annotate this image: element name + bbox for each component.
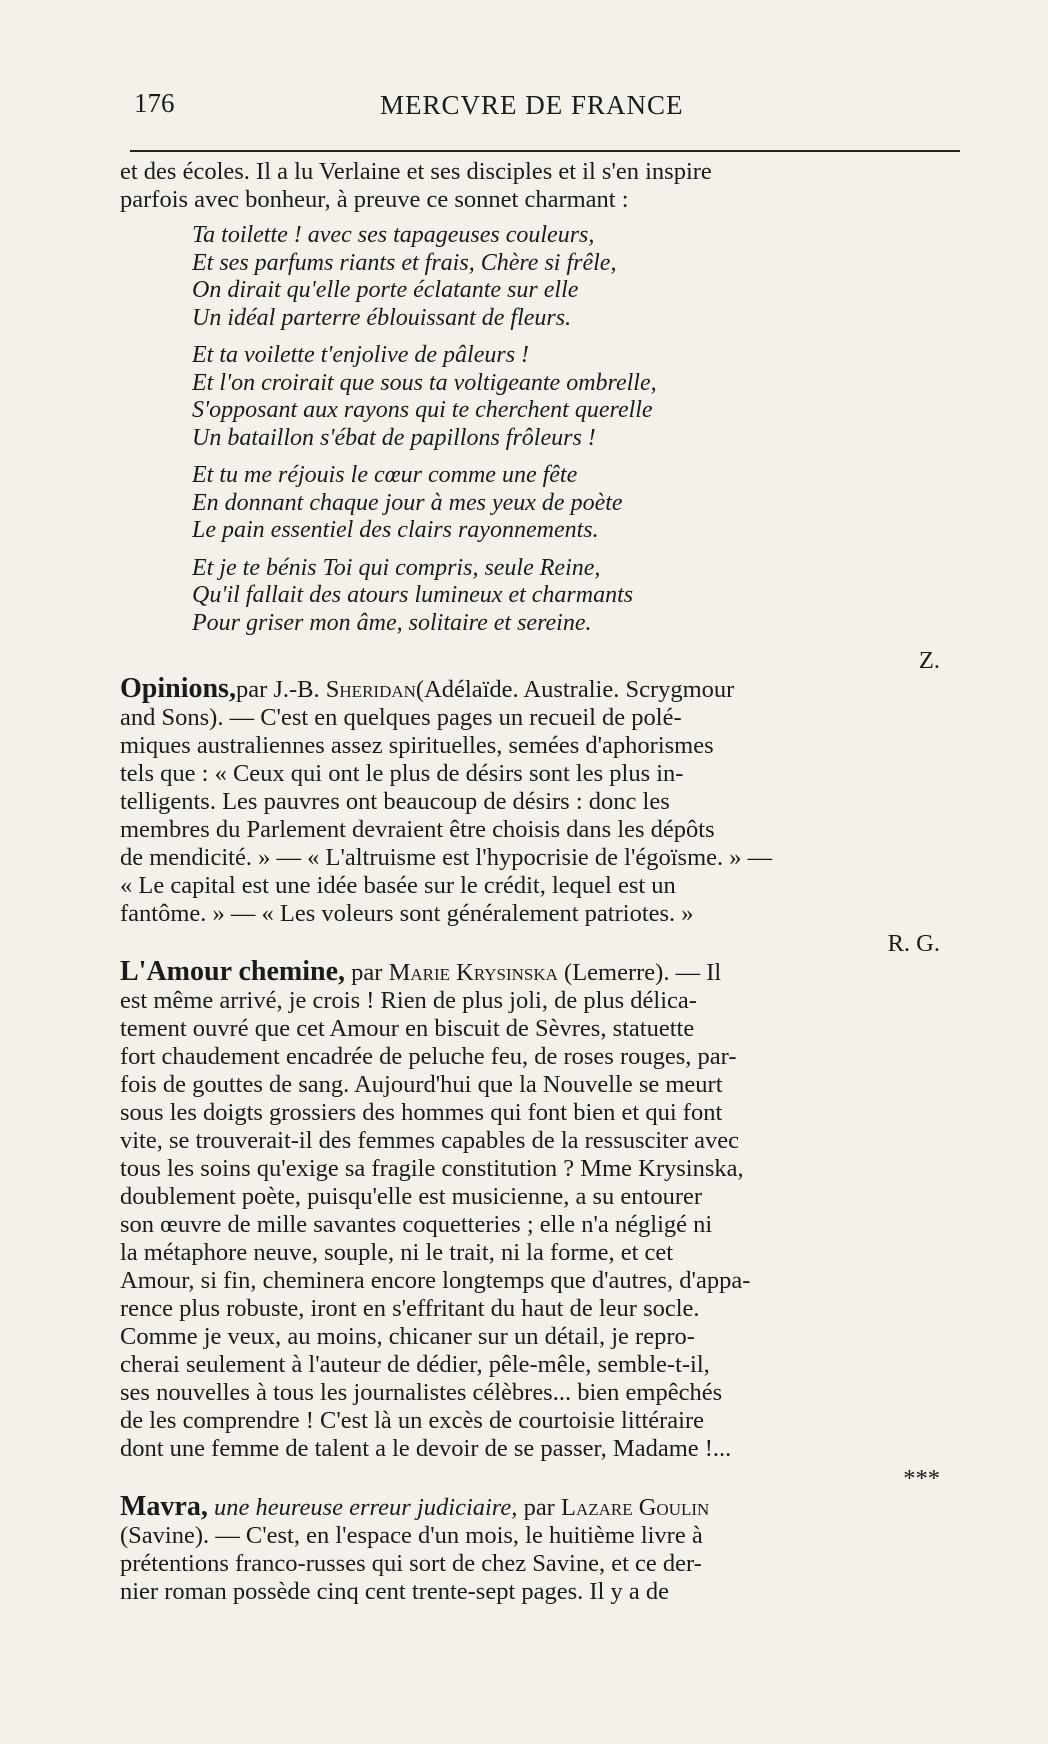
entry-by: par J.-B. bbox=[235, 676, 326, 703]
page-header bbox=[130, 88, 960, 124]
text-line: Comme je veux, au moins, chicaner sur un détail, je repro- bbox=[120, 1323, 695, 1350]
entry-by: par bbox=[345, 959, 389, 986]
text-line: tement ouvré que cet Amour en biscuit de Sèvres, statuette bbox=[120, 1015, 695, 1042]
text-line: la métaphore neuve, souple, ni le trait, ni la forme, et cet bbox=[120, 1239, 674, 1266]
text-line: tels que : « Ceux qui ont le plus de désirs sont les plus in- bbox=[120, 760, 684, 787]
verse-line: Et je te bénis Toi qui compris, seule Reine, bbox=[192, 554, 601, 581]
body-text bbox=[120, 158, 970, 1606]
verse-line: Ta toilette ! avec ses tapageuses couleurs, bbox=[192, 222, 595, 248]
text-line: (Savine). — C'est, en l'espace d'un mois, le huitième livre à bbox=[120, 1522, 703, 1549]
verse-line: Et ta voilette t'enjolive de pâleurs ! bbox=[192, 342, 530, 368]
text-line: sous les doigts grossiers des hommes qui font bien et qui font bbox=[120, 1099, 723, 1126]
text-line: Amour, si fin, cheminera encore longtemps que d'autres, d'appa- bbox=[120, 1267, 751, 1294]
opinions-signature: R. G. bbox=[887, 930, 940, 957]
entry-author: Lazare Goulin bbox=[560, 1494, 710, 1521]
text-line: vite, se trouverait-il des femmes capables de la ressusciter avec bbox=[120, 1127, 740, 1154]
verse-line: En donnant chaque jour à mes yeux de poète bbox=[192, 489, 623, 516]
header-rule bbox=[130, 150, 960, 152]
text-line: de les comprendre ! C'est là un excès de courtoisie littéraire bbox=[120, 1407, 705, 1434]
text-line: and Sons). — C'est en quelques pages un recueil de polé- bbox=[120, 704, 682, 731]
text-line: « Le capital est une idée basée sur le crédit, lequel est un bbox=[120, 872, 676, 899]
text-line: de mendicité. » — « L'altruisme est l'hypocrisie de l'égoïsme. » — bbox=[120, 844, 773, 871]
poem-signature: Z. bbox=[918, 647, 940, 674]
text-line: son œuvre de mille savantes coquetteries ; elle n'a négligé ni bbox=[120, 1211, 713, 1238]
intro-line: et des écoles. Il a lu Verlaine et ses disciples et il s'en inspire bbox=[120, 158, 712, 185]
text-line: telligents. Les pauvres ont beaucoup de désirs : donc les bbox=[120, 788, 670, 815]
verse-line: Et l'on croirait que sous ta voltigeante ombrelle, bbox=[192, 369, 657, 396]
intro-line: parfois avec bonheur, à preuve ce sonnet charmant : bbox=[120, 186, 629, 213]
entry-author: Marie Krysinska bbox=[388, 959, 558, 986]
page-number: 176 bbox=[134, 88, 175, 118]
entry-author: Sheridan bbox=[325, 676, 416, 703]
amour-signature: *** bbox=[903, 1465, 940, 1492]
entry-first-line bbox=[120, 675, 970, 704]
text-line: fois de gouttes de sang. Aujourd'hui que la Nouvelle se meurt bbox=[120, 1071, 723, 1098]
entry-first-line bbox=[120, 958, 970, 987]
text-line: nier roman possède cinq cent trente-sept pages. Il y a de bbox=[120, 1578, 670, 1605]
text-line: prétentions franco-russes qui sort de chez Savine, et ce der- bbox=[120, 1550, 702, 1577]
text-line: miques australiennes assez spirituelles, semées d'aphorismes bbox=[120, 732, 714, 759]
text-line: fort chaudement encadrée de peluche feu, de roses rouges, par- bbox=[120, 1043, 737, 1070]
text-line: doublement poète, puisqu'elle est musicienne, a su entourer bbox=[120, 1183, 703, 1210]
text-line: (Adélaïde. Australie. Scrygmour bbox=[415, 676, 735, 703]
verse-line: Qu'il fallait des atours lumineux et charmants bbox=[192, 582, 634, 608]
stanza-3 bbox=[192, 462, 970, 545]
text-line: rence plus robuste, iront en s'effritant du haut de leur socle. bbox=[120, 1295, 700, 1322]
review-opinions bbox=[120, 675, 970, 928]
entry-subtitle: une heureuse erreur judiciaire, bbox=[207, 1494, 518, 1521]
text-line: est même arrivé, je crois ! Rien de plus joli, de plus délica- bbox=[120, 987, 697, 1014]
sonnet bbox=[192, 222, 970, 637]
stanza-1 bbox=[192, 222, 970, 332]
verse-line: Un idéal parterre éblouissant de fleurs. bbox=[192, 304, 572, 331]
verse-line: On dirait qu'elle porte éclatante sur elle bbox=[192, 277, 579, 303]
text-line: dont une femme de talent a le devoir de se passer, Madame !... bbox=[120, 1435, 732, 1462]
intro-paragraph bbox=[120, 158, 970, 214]
stanza-4 bbox=[192, 555, 970, 638]
entry-by: par bbox=[517, 1494, 561, 1521]
entry-title: Mavra, bbox=[120, 1491, 208, 1522]
review-amour-chemine bbox=[120, 958, 970, 1463]
entry-title: Opinions, bbox=[120, 673, 236, 704]
text-line: tous les soins qu'exige sa fragile constitution ? Mme Krysinska, bbox=[120, 1155, 744, 1182]
verse-line: Et ses parfums riants et frais, Chère si frêle, bbox=[192, 249, 617, 276]
entry-title: L'Amour chemine, bbox=[120, 956, 346, 987]
verse-line: Et tu me réjouis le cœur comme une fête bbox=[192, 462, 578, 488]
review-mavra bbox=[120, 1493, 970, 1606]
text-line: fantôme. » — « Les voleurs sont généralement patriotes. » bbox=[120, 900, 694, 927]
text-line: ses nouvelles à tous les journalistes célèbres... bien empêchés bbox=[120, 1379, 723, 1406]
text-line: cherai seulement à l'auteur de dédier, pêle-mêle, semble-t-il, bbox=[120, 1351, 710, 1378]
verse-line: Le pain essentiel des clairs rayonnements. bbox=[192, 517, 599, 543]
text-line: (Lemerre). — Il bbox=[557, 959, 722, 986]
stanza-2 bbox=[192, 342, 970, 452]
verse-line: Pour griser mon âme, solitaire et sereine. bbox=[192, 609, 592, 636]
running-title: MERCVRE DE FRANCE bbox=[380, 90, 684, 120]
verse-line: S'opposant aux rayons qui te cherchent querelle bbox=[192, 397, 653, 423]
text-line: membres du Parlement devraient être choisis dans les dépôts bbox=[120, 816, 715, 843]
entry-first-line bbox=[120, 1493, 970, 1522]
verse-line: Un bataillon s'ébat de papillons frôleurs ! bbox=[192, 424, 596, 451]
